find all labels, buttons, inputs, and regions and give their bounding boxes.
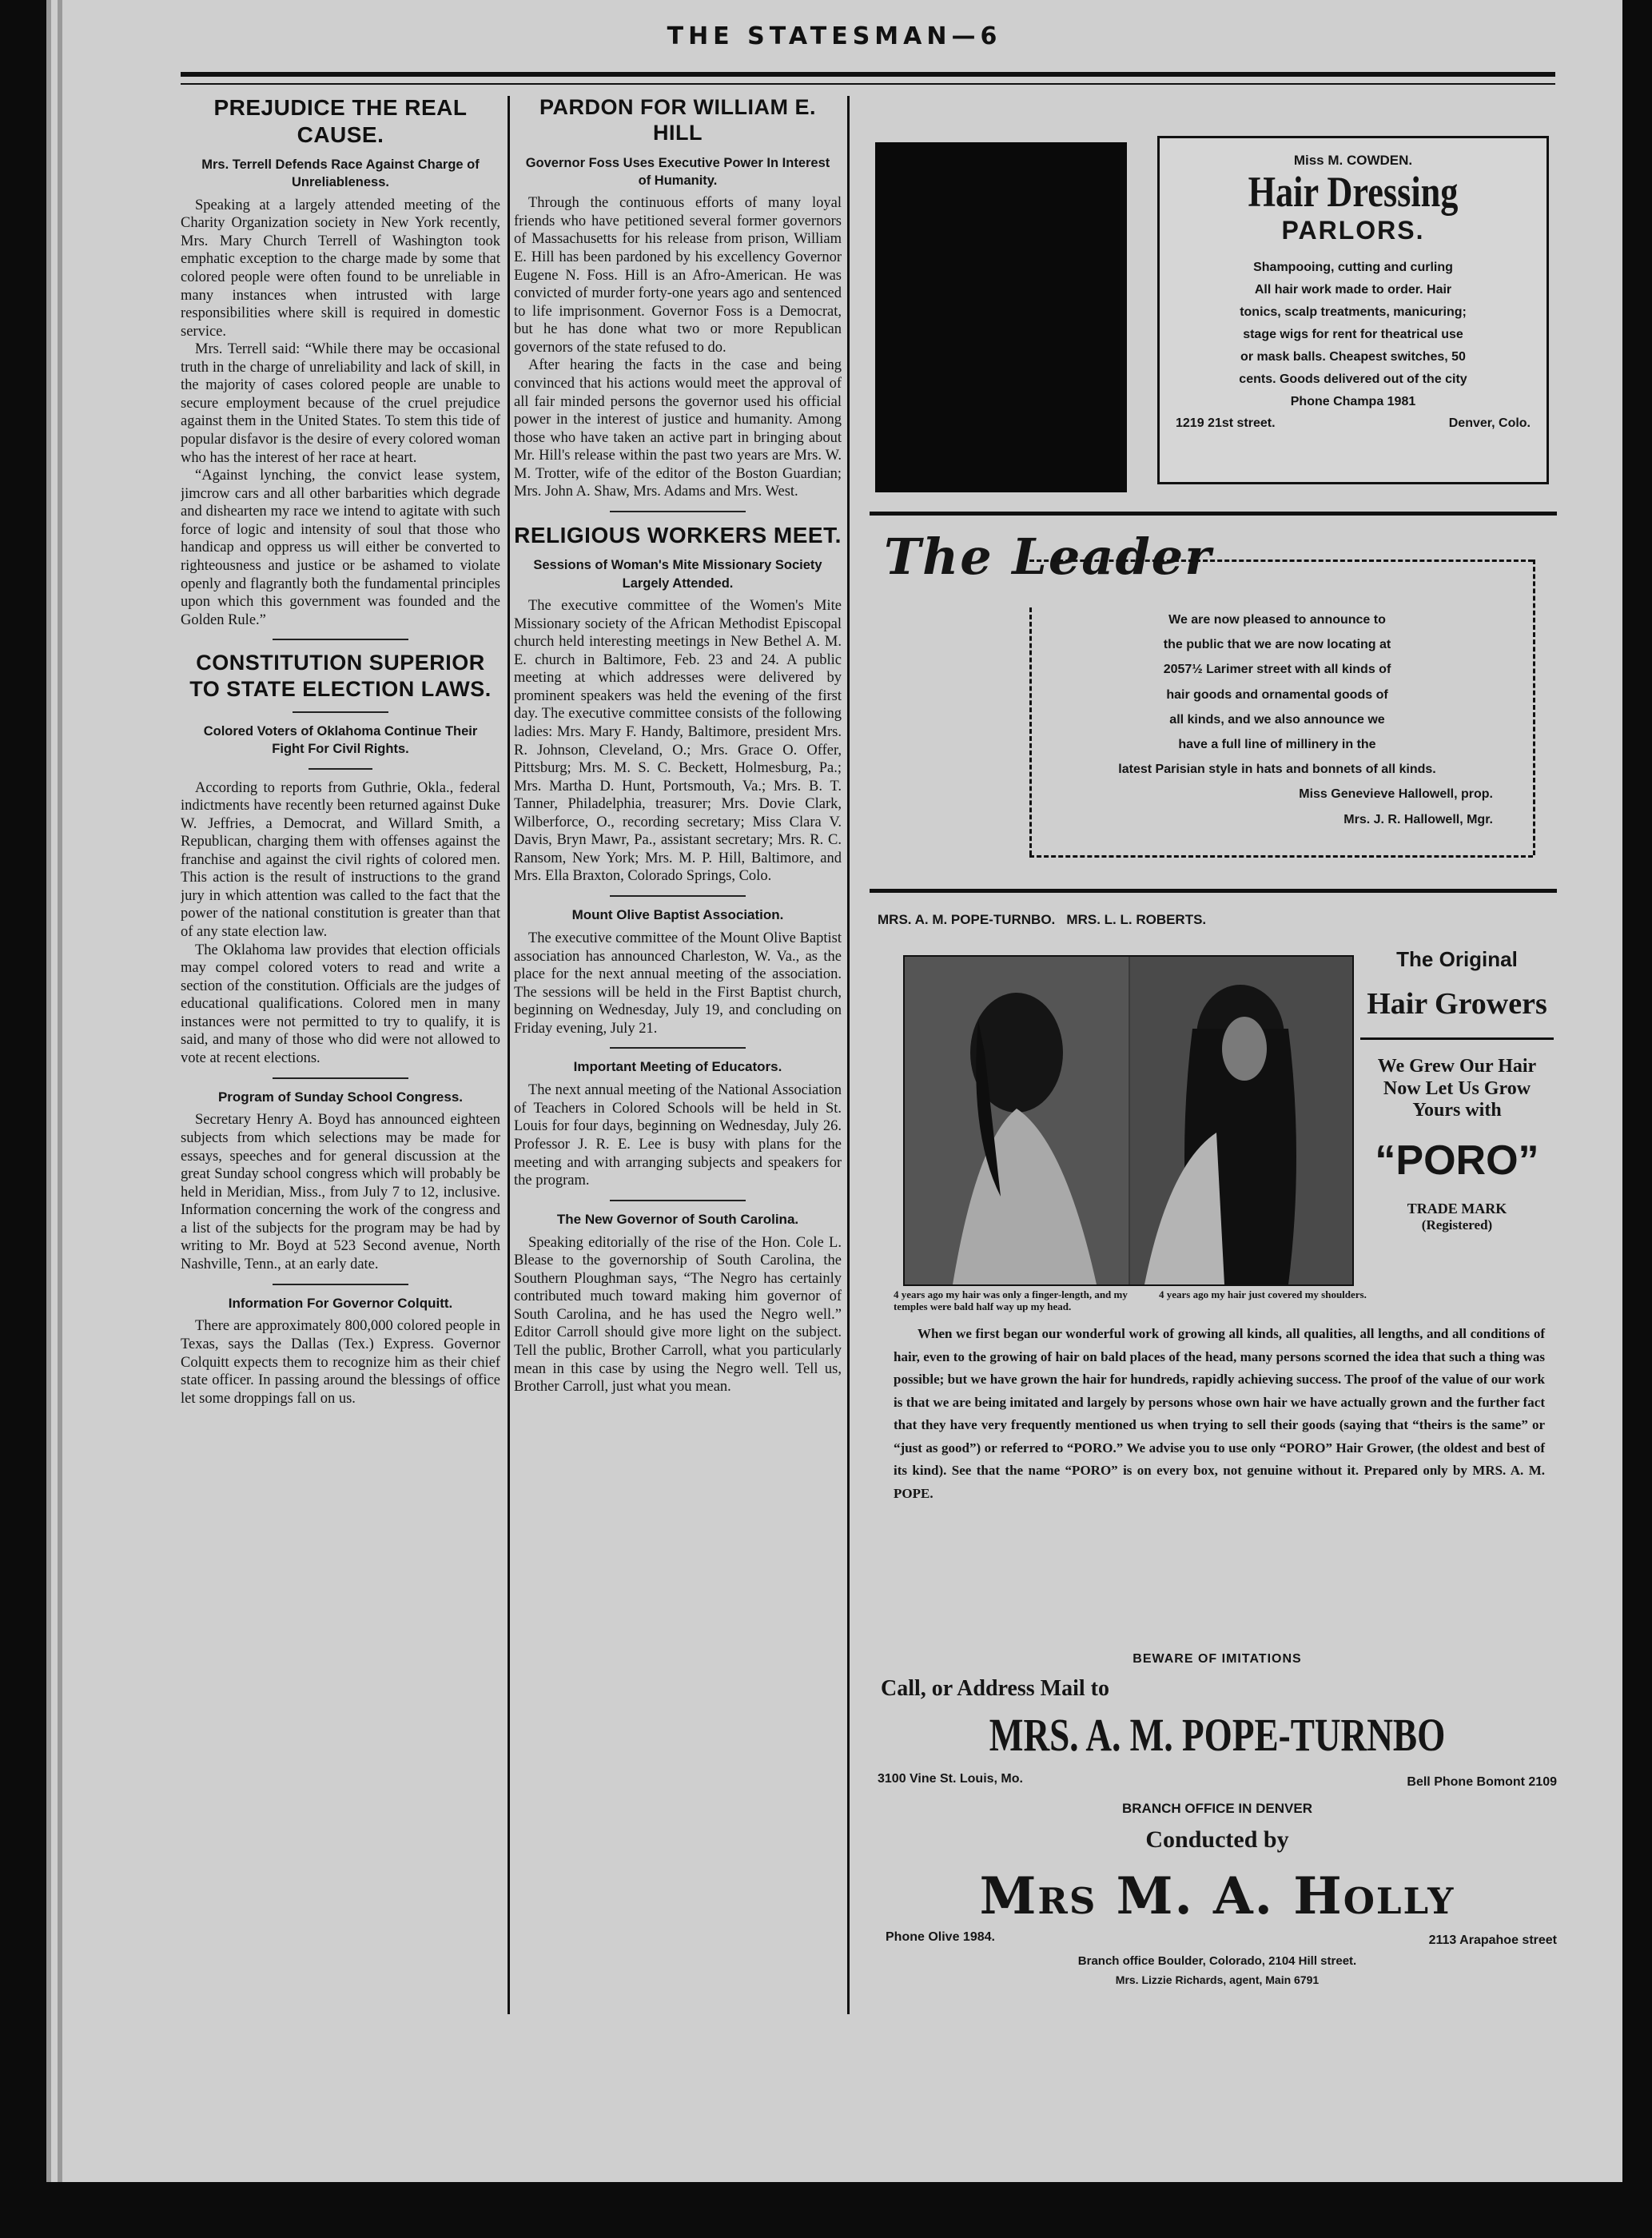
subhead-colquitt: Information For Governor Colquitt. (228, 1295, 453, 1311)
poro-holly: Mrs M. A. Holly (979, 1866, 1455, 1926)
cowden-line: tonics, scalp treatments, manicuring; (1240, 305, 1467, 320)
poro-registered: (Registered) (1421, 1217, 1493, 1232)
photo-caption-right: 4 years ago my hair just covered my shoulders. (1159, 1288, 1367, 1300)
poro-names: MRS. A. M. POPE-TURNBO. MRS. L. L. ROBERTS. (878, 912, 1207, 927)
leader-title: The Leader (884, 528, 1212, 586)
section-divider (610, 895, 746, 897)
masthead-rule-thin (181, 83, 1555, 85)
subhead-terrell: Mrs. Terrell Defends Race Against Charge of Unreliableness. (201, 157, 480, 190)
leader-line: We are now pleased to announce to (1168, 613, 1386, 627)
section-divider (273, 1284, 408, 1285)
leader-line: 2057½ Larimer street with all kinds of (1163, 663, 1391, 677)
poro-agent: Mrs. Lizzie Richards, agent, Main 6791 (1115, 1973, 1320, 1986)
section-divider (309, 768, 372, 770)
poro-grew2: Now Let Us Grow (1383, 1077, 1531, 1099)
article-paragraph: There are approximately 800,000 colored people in Texas, says the Dallas (Tex.) Express. Governor Colquitt expects them to recognize him as their chief state officer. In passing around the blessings of office let some droppings fall on us. (181, 1318, 500, 1407)
newspaper-page (46, 0, 1622, 2182)
leader-line: have a full line of millinery in the (1178, 737, 1376, 751)
blank-ad-block (875, 142, 1127, 492)
poro-call: Call, or Address Mail to (881, 1676, 1109, 1701)
article-paragraph: “Against lynching, the convict lease system, jimcrow cars and all other barbarities which degrade and dishearten my race we intend to agitate with such force of logic and intensity of soul that those who handicap and oppress us will either be converted to righteousness and justice or be ashamed to violate openly and flagrantly both the fundamental principles upon which this government was founded and the Golden Rule.” (181, 468, 500, 628)
leader-border-bottom (1029, 855, 1533, 858)
poro-conducted: Conducted by (1145, 1826, 1289, 1853)
leader-border-top (1029, 560, 1533, 562)
subhead-oklahoma: Colored Voters of Oklahoma Continue Their Fight For Civil Rights. (203, 724, 478, 757)
article-paragraph: Secretary Henry A. Boyd has announced eighteen subjects from which selections may be made for essays, speeches and for general discussion at the great Sunday school congress which will probably be held in Meridian, Miss., from July 7 to 12, inclusive. Information concerning the work of the congress and a list of the subjects for the program may be had by writing to Mr. Boyd at 523 Second avenue, North Nashville, Tenn., at an early date. (181, 1112, 500, 1272)
cowden-name: Miss M. COWDEN. (1293, 153, 1413, 168)
headline-religious: RELIGIOUS WORKERS MEET. (514, 522, 842, 548)
column-rule-1 (508, 96, 510, 2014)
column-rule-2 (847, 96, 850, 2014)
cowden-line: Shampooing, cutting and curling (1253, 261, 1453, 275)
article-paragraph: After hearing the facts in the case and being convinced that his actions would meet the approval of all fair minded persons the governor used his official power in the interest of justice and humanity. Among those who have taken an active part in bringing about Mr. Hill's release within the past two years are Mrs. W. M. Trotter, wife of the editor of the Boston Guardian; Mrs. John A. Shaw, Mrs. Adams and Mrs. West. (514, 357, 842, 500)
poro-original: The Original (1396, 947, 1518, 971)
poro-trademark: TRADE MARK (1407, 1200, 1507, 1217)
portrait-photos (903, 955, 1354, 1286)
article-paragraph: Speaking editorially of the rise of the Hon. Cole L. Blease to the governorship of South Carolina, the Southern Ploughman says, “The Negro has certainly contributed much toward making him governor of South Carolina, and he has used the Negro well.” Editor Carroll should give more light on the subject. Tell the public, Brother Carroll, what you particularly mean in this case by using the Negro well. Tell us, Brother Carroll, just what you mean. (514, 1234, 842, 1396)
poro-grew1: We Grew Our Hair (1377, 1056, 1537, 1077)
poro-address: 3100 Vine St. Louis, Mo. (878, 1772, 1023, 1786)
masthead: THE STATESMAN—6 (667, 22, 1002, 50)
leader-mgr: Mrs. J. R. Hallowell, Mgr. (1343, 812, 1493, 826)
article-paragraph: Through the continuous efforts of many loyal friends who have petitioned several former governors of Massachusetts for his release from prison, William E. Hill has been pardoned by his excellency Governor Eugene N. Foss. Hill is an Afro-American. He was convicted of murder forty-one years ago and sentenced to life imprisonment. Governor Foss is a Democrat, but he has done what two or more Republican governors of the state refused to do. (514, 195, 842, 356)
poro-grew3: Yours with (1412, 1100, 1502, 1121)
subhead-educators: Important Meeting of Educators. (573, 1059, 782, 1075)
article-paragraph: Speaking at a largely attended meeting of the Charity Organization society in New York recently, Mrs. Mary Church Terrell of Washington took emphatic exception to the charge made by some that colored people were often found to be unreliable in many instances when intrusted with large responsibilities where skill is required in domestic service. (181, 197, 500, 340)
headline-prejudice: PREJUDICE THE REAL CAUSE. (213, 95, 468, 147)
cowden-subtitle: PARLORS. (1281, 216, 1425, 245)
article-paragraph: According to reports from Guthrie, Okla., federal indictments have recently been returned against Duke W. Jeffries, a Democrat, and Willard Smith, a Republican, charging them with offenses against the franchise and against the civil rights of colored men. This action is the result of instructions to the grand jury in which attention was called to the fact that the power of the national constitution is greater than that of any state election law. (181, 779, 500, 941)
article-paragraph: The executive committee of the Mount Olive Baptist association has announced Charleston, W. Va., as the place for the next annual meeting of the association. The sessions will be held in the First Baptist church, beginning on Wednesday, July 19, and concluding on Friday evening, July 21. (514, 930, 842, 1037)
poro-rule (1360, 1037, 1554, 1040)
leader-line: all kinds, and we also announce we (1169, 712, 1385, 727)
leader-line: the public that we are now locating at (1163, 638, 1391, 652)
headline-constitution: CONSTITUTION SUPERIOR TO STATE ELECTION LAWS. (189, 651, 492, 701)
leader-line: latest Parisian style in hats and bonnets of all kinds. (1118, 763, 1436, 777)
cowden-line: stage wigs for rent for theatrical use (1243, 328, 1463, 342)
subhead-foss: Governor Foss Uses Executive Power In Interest of Humanity. (525, 155, 830, 189)
cowden-phone: Phone Champa 1981 (1290, 395, 1416, 409)
section-divider (273, 639, 408, 640)
poro-phone: Bell Phone Bomont 2109 (1407, 1775, 1557, 1789)
page-edge-left (46, 0, 51, 2182)
ad-rule (870, 889, 1557, 893)
poro-olive: Phone Olive 1984. (886, 1930, 995, 1944)
cowden-line: cents. Goods delivered out of the city (1239, 372, 1467, 387)
leader-prop: Miss Genevieve Hallowell, prop. (1299, 787, 1493, 802)
subhead-mount-olive: Mount Olive Baptist Association. (571, 907, 784, 922)
column-1 (181, 94, 500, 1957)
article-paragraph: The Oklahoma law provides that election officials may compel colored voters to read and write a section of the constitution. Officials are the judges of educational qualifications. Colored men in many instances were not permitted to try to qualify, it is said, and many of those who did were not allowed to vote at recent elections. (181, 942, 500, 1066)
photo-caption-left: 4 years ago my hair was only a finger-length, and my temples were bald half way up my head. (894, 1288, 1128, 1312)
subhead-south-carolina: The New Governor of South Carolina. (556, 1211, 799, 1227)
cowden-ad (1157, 136, 1549, 484)
headline-pardon: PARDON FOR WILLIAM E. HILL (539, 95, 816, 145)
article-paragraph: The executive committee of the Women's Mite Missionary society of the African Methodist Episcopal church held interesting meetings in New Bethel A. M. E. church in Baltimore, Feb. 23 and 24. A public meeting at which addresses were delivered by prominent speakers was held the evening of the first day. The executive committee consists of the following ladies: Mrs. Mary F. Handy, Baltimore, president Mrs. R. Johnson, Cleveland, O.; Mrs. Grace O. Offer, Pittsburg; Mrs. M. S. C. Beckett, Holmesburg, Pa.; Mrs. Martha D. Hunt, Portsmouth, Va.; Mrs. B. T. Tanner, Philadelphia, treasurer; Mrs. Dovie Clark, Wilberforce, O., recording secretary; Miss Clara V. Davis, Bryn Mawr, Pa., assistant secretary; Mrs. R. C. Ransom, New York; Mrs. M. P. Hill, Baltimore, and Mrs. Ella Braxton, Colorado Springs, Colo. (514, 598, 842, 885)
leader-line: hair goods and ornamental goods of (1166, 687, 1388, 702)
poro-boulder: Branch office Boulder, Colorado, 2104 Hill street. (1077, 1954, 1357, 1968)
ad-rule (870, 512, 1557, 516)
subhead-mite: Sessions of Woman's Mite Missionary Society Largely Attended. (533, 558, 822, 591)
portrait-image (905, 957, 1352, 1284)
article-paragraph: Mrs. Terrell said: “While there may be occasional truth in the charge of unreliability and lack of skill, in the majority of cases colored people are unable to secure employment because of the cruel prejudice against them in the United States. To stem this tide of popular disfavor is the desire of every colored woman who has the interest of her race at heart. (181, 341, 500, 466)
section-divider (610, 511, 746, 512)
poro-body: When we first began our wonderful work of growing all kinds, all qualities, all lengths, and all conditions of hair, even to the growing of hair on bald places of the head, many persons scorned the idea that such a thing was possible; but we have grown the hair for hundreds, rapidly achieving success. The proof of the value of our work is that we are being imitated and largely by persons whose own hair we have actually grown and the further fact that they have very frequently mentioned us when trying to sell their goods (saying that “theirs is the same” or “just as good”) or referred to “PORO.” We advise you to use only “PORO” Hair Grower, (the oldest and best of its kind). See that the name “PORO” is on every box, not genuine without it. Prepared only by MRS. A. M. POPE. (894, 1326, 1545, 1501)
section-divider (273, 1077, 408, 1079)
page-edge-left-2 (58, 0, 62, 2182)
cowden-city: Denver, Colo. (1448, 416, 1531, 431)
cowden-address: 1219 21st street. (1176, 416, 1276, 431)
leader-ad (878, 528, 1565, 879)
section-divider (293, 711, 388, 713)
masthead-rule (181, 72, 1555, 77)
article-paragraph: The next annual meeting of the National Association of Teachers in Colored Schools will be held in St. Louis for four days, beginning on Wednesday, July 26. Professor J. R. E. Lee is busy with plans for the meeting and with arranging subjects and speakers for the program. (514, 1082, 842, 1189)
poro-beware: BEWARE OF IMITATIONS (1133, 1652, 1302, 1666)
poro-brand: “PORO” (1375, 1137, 1539, 1184)
poro-arapahoe: 2113 Arapahoe street (1428, 1933, 1557, 1947)
section-divider (610, 1200, 746, 1201)
cowden-title: Hair Dressing (1248, 168, 1459, 216)
subhead-sunday-school: Program of Sunday School Congress. (217, 1089, 464, 1105)
cowden-line: All hair work made to order. Hair (1254, 283, 1452, 297)
poro-growers: Hair Growers (1367, 987, 1547, 1021)
poro-bigname: MRS. A. M. POPE-TURNBO (989, 1709, 1446, 1761)
poro-branch: BRANCH OFFICE IN DENVER (1121, 1801, 1312, 1816)
leader-border-right (1533, 560, 1535, 855)
section-divider (610, 1047, 746, 1049)
poro-ad (878, 899, 1557, 1986)
cowden-line: or mask balls. Cheapest switches, 50 (1240, 350, 1466, 364)
column-2 (514, 94, 842, 1981)
